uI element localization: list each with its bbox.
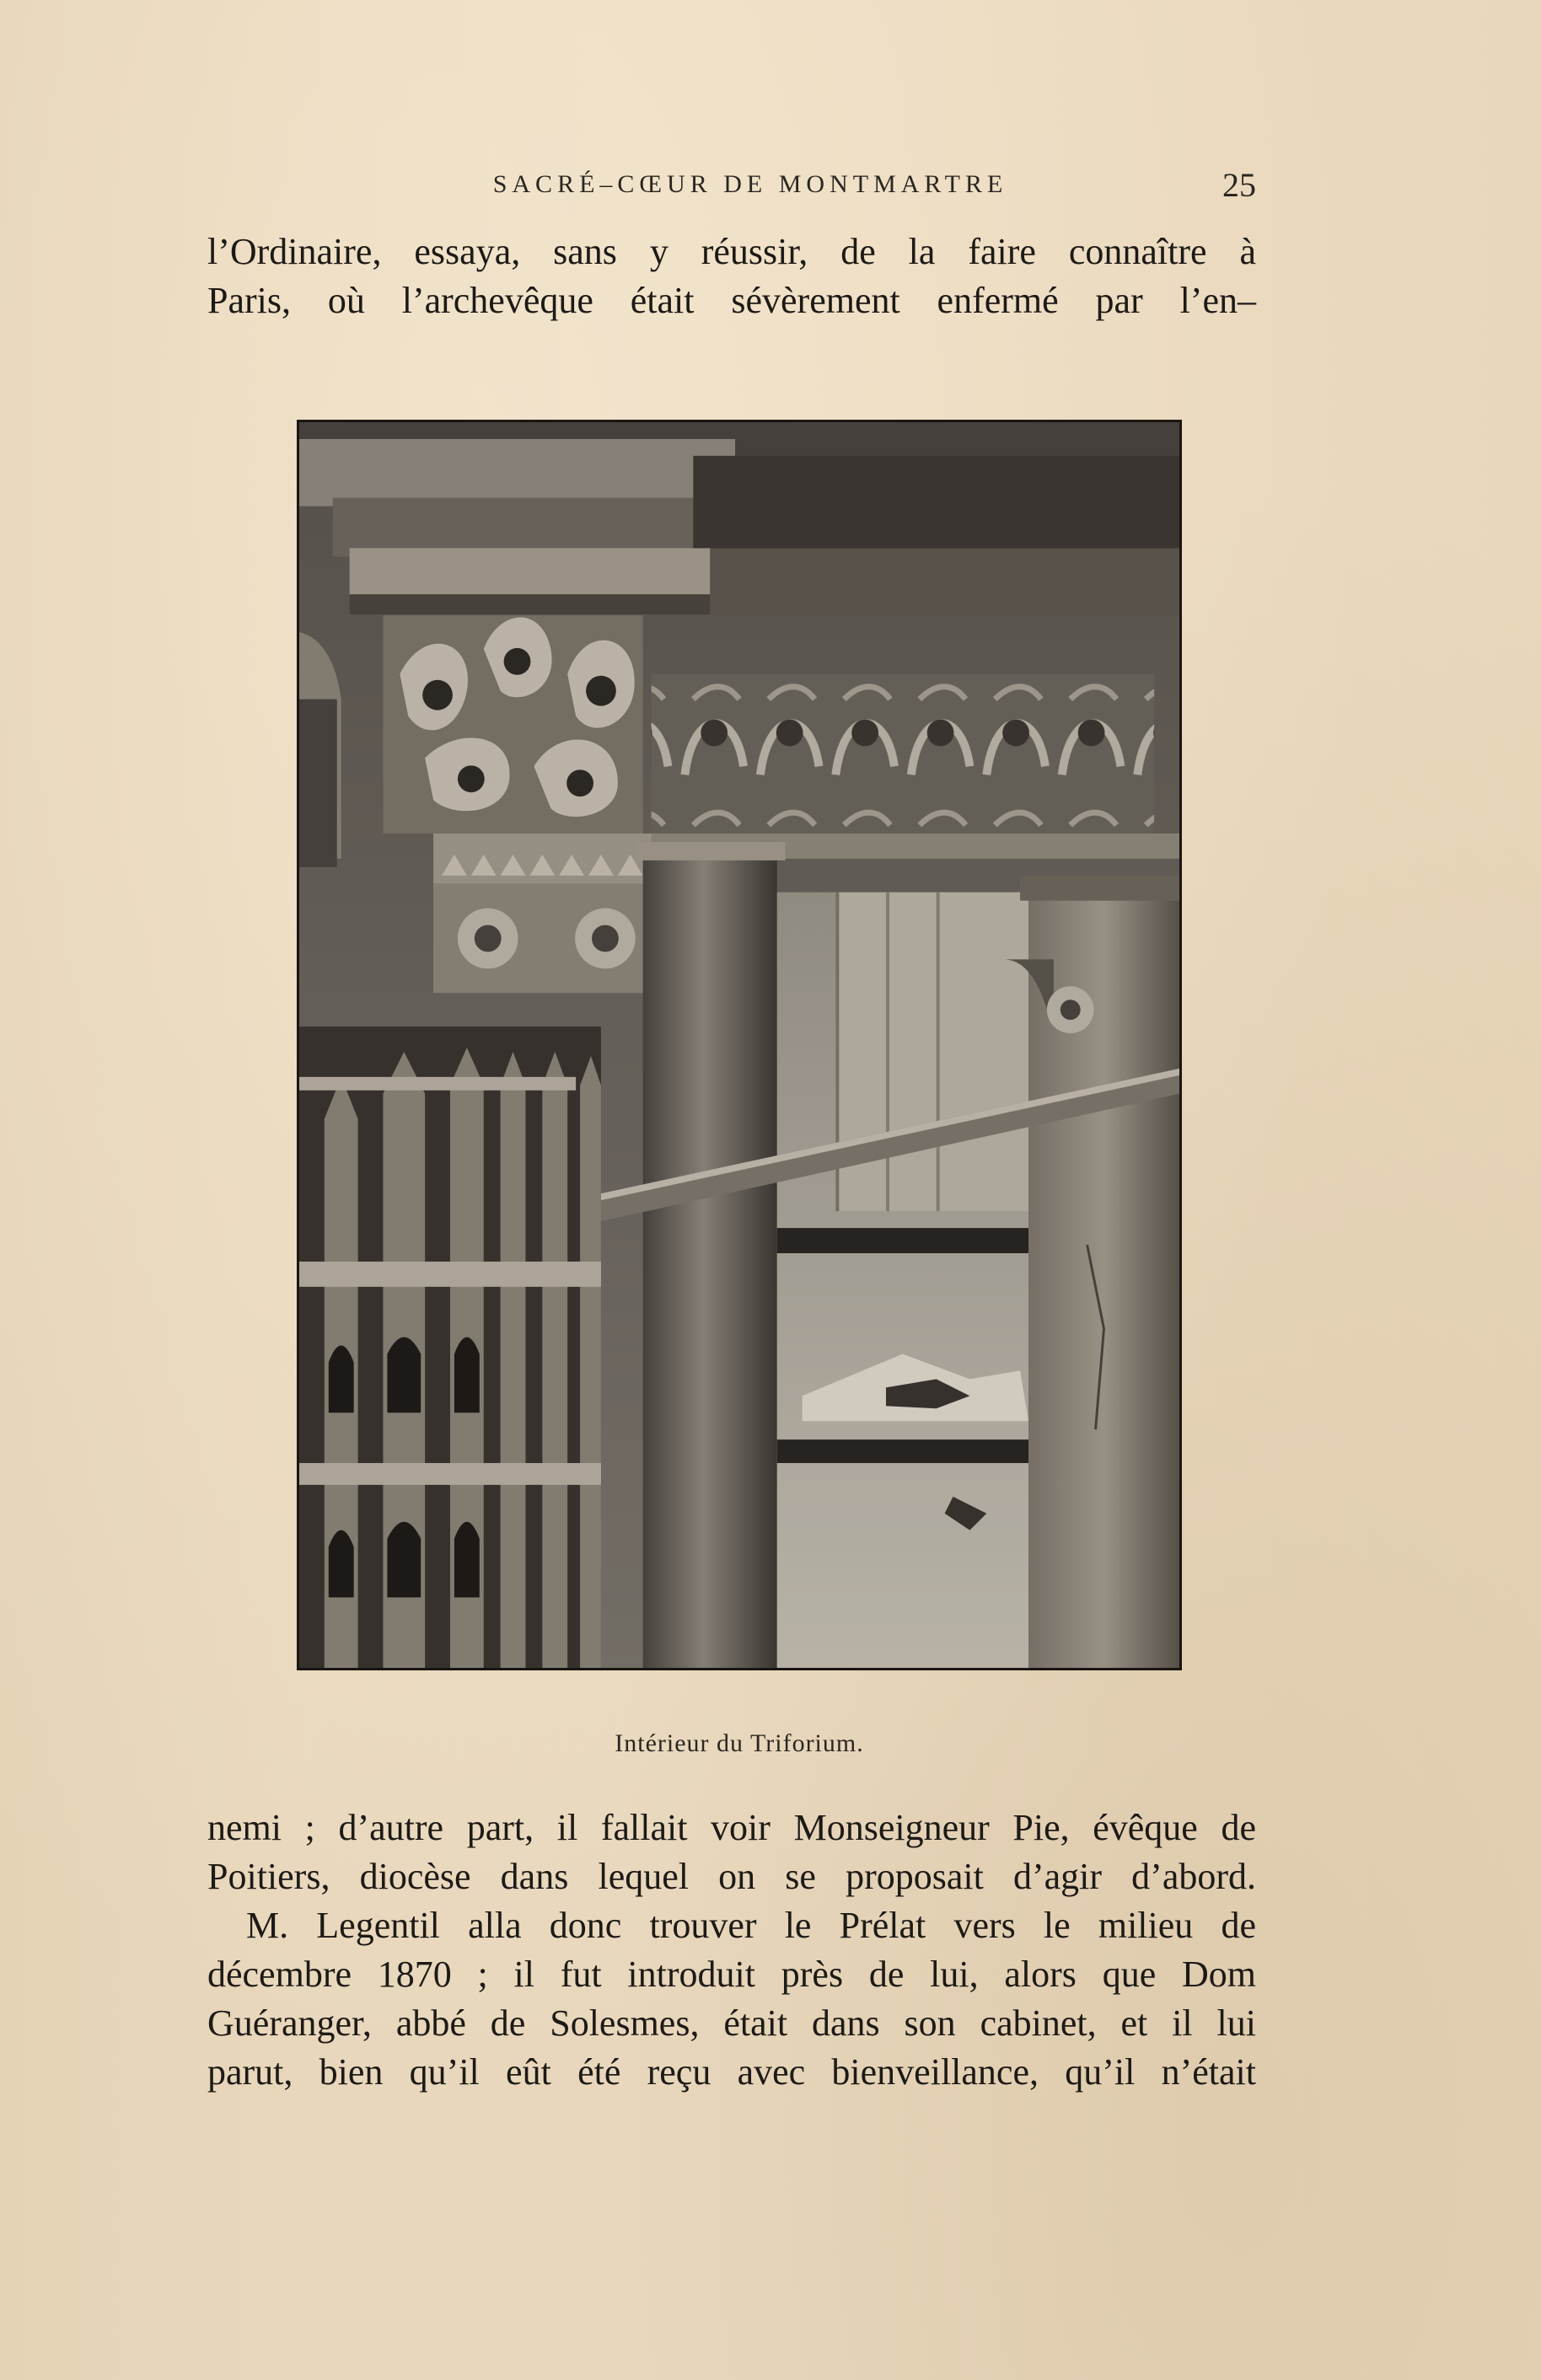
text-line: décembre 1870 ; il fut introduit près de lui, alors que Dom	[207, 1954, 1256, 1995]
text-line: Guéranger, abbé de Solesmes, était dans son cabinet, et il lui	[207, 2002, 1256, 2044]
text-line: M. Legentil alla donc trouver le Prélat vers le milieu de	[246, 1905, 1256, 1946]
paragraph-top	[207, 228, 1256, 325]
text-line: nemi ; d’autre part, il fallait voir Monseigneur Pie, évêque de	[207, 1807, 1256, 1848]
page-number: 25	[1222, 166, 1256, 204]
text-line: l’Ordinaire, essaya, sans y réussir, de la faire connaître à	[207, 231, 1256, 272]
text-line: Paris, où l’archevêque était sévèrement enfermé par l’en–	[207, 280, 1256, 321]
text-line: parut, bien qu’il eût été reçu avec bienveillance, qu’il n’était	[207, 2051, 1256, 2093]
figure-caption: Intérieur du Triforium.	[615, 1729, 864, 1757]
triforium-photograph	[297, 420, 1182, 1670]
paragraph-bottom	[207, 1804, 1256, 2097]
text-line: Poitiers, diocèse dans lequel on se proposait d’agir d’abord.	[207, 1856, 1256, 1897]
running-title: SACRÉ–CŒUR DE MONTMARTRE	[492, 170, 1008, 198]
